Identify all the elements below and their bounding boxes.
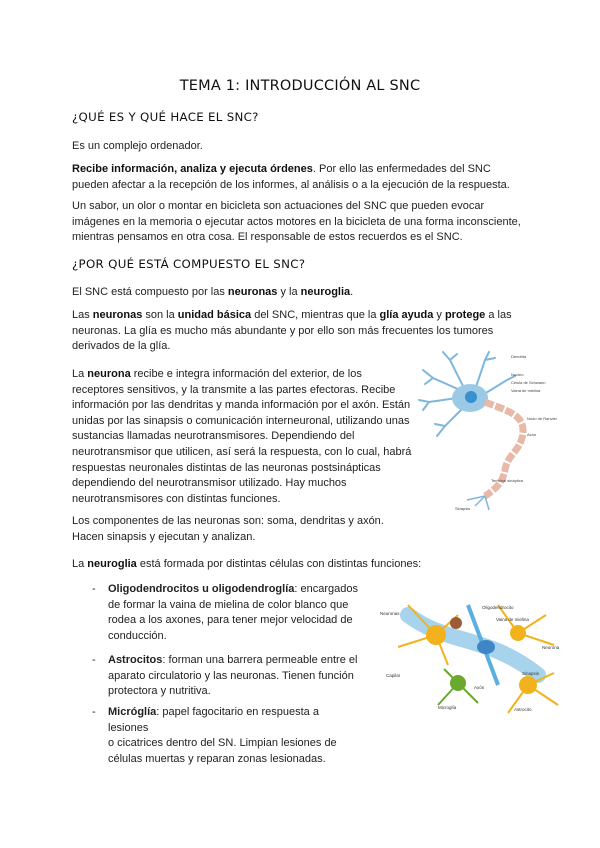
text: Hacen sinapsis y ejecutan y analizan. bbox=[72, 530, 256, 543]
text: . Por ello las enfermedades del SNC bbox=[312, 163, 491, 175]
bold-text: neurona bbox=[87, 368, 131, 380]
neuron-soma bbox=[450, 617, 462, 629]
text: aparato circulatorio y las neuronas. Tienen función bbox=[108, 669, 354, 682]
oligodendrocyte bbox=[477, 640, 495, 654]
text: de formar la vaina de mielina de color blanco que bbox=[108, 598, 349, 611]
text: imágenes en la memoria o ejecutar actos motores en la bicicleta de una forma inconsciente, bbox=[72, 215, 521, 228]
paragraph-neurona bbox=[72, 367, 422, 507]
text: información por las dendritas y manda información por el axón. Están bbox=[72, 399, 411, 412]
list-item-text bbox=[108, 653, 358, 700]
bold-text: Oligodendrocitos u oligodendroglía bbox=[108, 583, 295, 595]
figure-label: Sinapsis bbox=[455, 506, 471, 511]
bold-text: unidad básica bbox=[177, 309, 252, 321]
text: está formada por distintas células con distintas funciones: bbox=[136, 558, 422, 570]
paragraph-ordenador: Es un complejo ordenador. bbox=[72, 140, 203, 152]
text: La bbox=[72, 368, 88, 380]
text: protectora y nutritiva. bbox=[108, 685, 211, 698]
figure-label: Célula de Schwann bbox=[511, 380, 546, 385]
text: : forman una barrera permeable entre el bbox=[162, 654, 358, 666]
text: derivados de la glía. bbox=[72, 340, 171, 353]
bold-text: neuroglia bbox=[300, 286, 351, 298]
figure-label: Vaina de mielina bbox=[511, 388, 541, 393]
nucleus bbox=[465, 391, 477, 403]
text: células muertas y reparan zonas lesionadas. bbox=[108, 752, 326, 765]
text: o cicatrices dentro del SN. Limpian lesiones de bbox=[108, 737, 337, 750]
figure-label: Terminal sináptica bbox=[491, 478, 524, 483]
text: neurotransmisores con distintas funciones. bbox=[72, 492, 281, 505]
figure-label: Nodo de Ranvier bbox=[527, 416, 558, 421]
text: Los componentes de las neuronas son: soma, dendritas y axón. bbox=[72, 515, 384, 527]
text: rodea a los axones, para tener mejor velocidad de bbox=[108, 614, 353, 627]
text: y la bbox=[277, 286, 301, 298]
bold-text: neuronas bbox=[227, 286, 278, 298]
text: : papel fagocitario en respuesta a lesiones bbox=[108, 706, 319, 734]
text: unidas por las sinapsis o comunicación interneuronal, utilizando unas bbox=[72, 414, 410, 427]
figure-label: Vaina de mielina bbox=[496, 617, 529, 622]
neuron-illustration bbox=[415, 350, 558, 515]
text: y bbox=[433, 309, 445, 321]
figure-label: Neurona bbox=[542, 645, 560, 650]
text: pueden afectar a la recepción de los informes, al análisis o a la ejecución de la respuesta. bbox=[72, 178, 510, 191]
figure-label: Capilar bbox=[386, 673, 401, 678]
list-dash: - bbox=[92, 706, 96, 718]
bold-text: neuronas bbox=[92, 309, 143, 321]
figure-label: Sinapsis bbox=[522, 671, 540, 676]
bold-text: protege bbox=[444, 309, 486, 321]
paragraph-neuronas-glia bbox=[72, 308, 552, 355]
figure-label: Axón bbox=[474, 685, 485, 690]
page-title: TEMA 1: INTRODUCCIÓN AL SNC bbox=[179, 78, 421, 94]
list-item-text bbox=[108, 705, 358, 767]
bold-text: neuroglia bbox=[87, 558, 137, 570]
figure-label: Axón bbox=[527, 432, 537, 437]
paragraph-sabor bbox=[72, 199, 542, 246]
text: mientras pensamos en otra cosa. El responsable de estos recuerdos es el SNC. bbox=[72, 231, 463, 244]
text: Las bbox=[72, 309, 93, 321]
paragraph-neuroglia bbox=[72, 557, 552, 573]
text: neurotransmisor que utilicen, así será la respuesta, con lo cual, habrá bbox=[72, 445, 412, 458]
astrocyte-processes bbox=[398, 605, 558, 713]
text: neuronas. La glía es mucho más abundante y por ello son más frecuentes los tumores bbox=[72, 324, 494, 337]
figure-label: Microglía bbox=[438, 705, 457, 710]
axon-terminals bbox=[467, 496, 489, 510]
text: conducción. bbox=[108, 629, 167, 642]
bold-text: Recibe información, analiza y ejecuta órdenes bbox=[72, 163, 313, 175]
figure-label: Oligodendrocito bbox=[482, 605, 514, 610]
bold-text: Astrocitos bbox=[108, 654, 163, 666]
figure-label: Neuronas bbox=[380, 611, 400, 616]
section-heading-que-es: ¿QUÉ ES Y QUÉ HACE EL SNC? bbox=[72, 110, 259, 124]
list-dash: - bbox=[92, 654, 96, 666]
text: dependiendo del neurotransmisor utilizado. Hay muchos bbox=[72, 477, 347, 490]
paragraph-recibe bbox=[72, 162, 542, 193]
neuroglia-illustration bbox=[378, 585, 576, 725]
figure-label: Astrocito bbox=[514, 707, 532, 712]
text: sustancias llamadas neurotransmisores. Dependiendo del bbox=[72, 430, 355, 443]
text: La bbox=[72, 558, 88, 570]
figure-label: Núcleo bbox=[511, 372, 524, 377]
bold-text: glía ayuda bbox=[379, 309, 434, 321]
paragraph-compuesto bbox=[72, 285, 353, 301]
text: del SNC, mientras que la bbox=[251, 309, 380, 321]
paragraph-componentes bbox=[72, 514, 412, 545]
figure-label: Dendrita bbox=[511, 354, 527, 359]
text: El SNC está compuesto por las bbox=[72, 286, 228, 298]
list-item-text bbox=[108, 582, 358, 644]
text: receptores sensitivos, y la transmite a las partes efectoras. Recibe bbox=[72, 383, 396, 396]
text: recibe e integra información del exterior, de los bbox=[130, 368, 362, 380]
text: Un sabor, un olor o montar en bicicleta son actuaciones del SNC que pueden evocar bbox=[72, 200, 485, 212]
section-heading-compuesto: ¿POR QUÉ ESTÁ COMPUESTO EL SNC? bbox=[72, 257, 306, 271]
bold-text: Micróglía bbox=[108, 706, 157, 718]
text: . bbox=[350, 286, 354, 298]
text: a las bbox=[485, 309, 512, 321]
list-dash: - bbox=[92, 583, 96, 595]
text: : encargados bbox=[294, 583, 358, 595]
text: son la bbox=[142, 309, 178, 321]
text: respuestas neuronales distintas de las neuronas postsinápticas bbox=[72, 461, 381, 474]
